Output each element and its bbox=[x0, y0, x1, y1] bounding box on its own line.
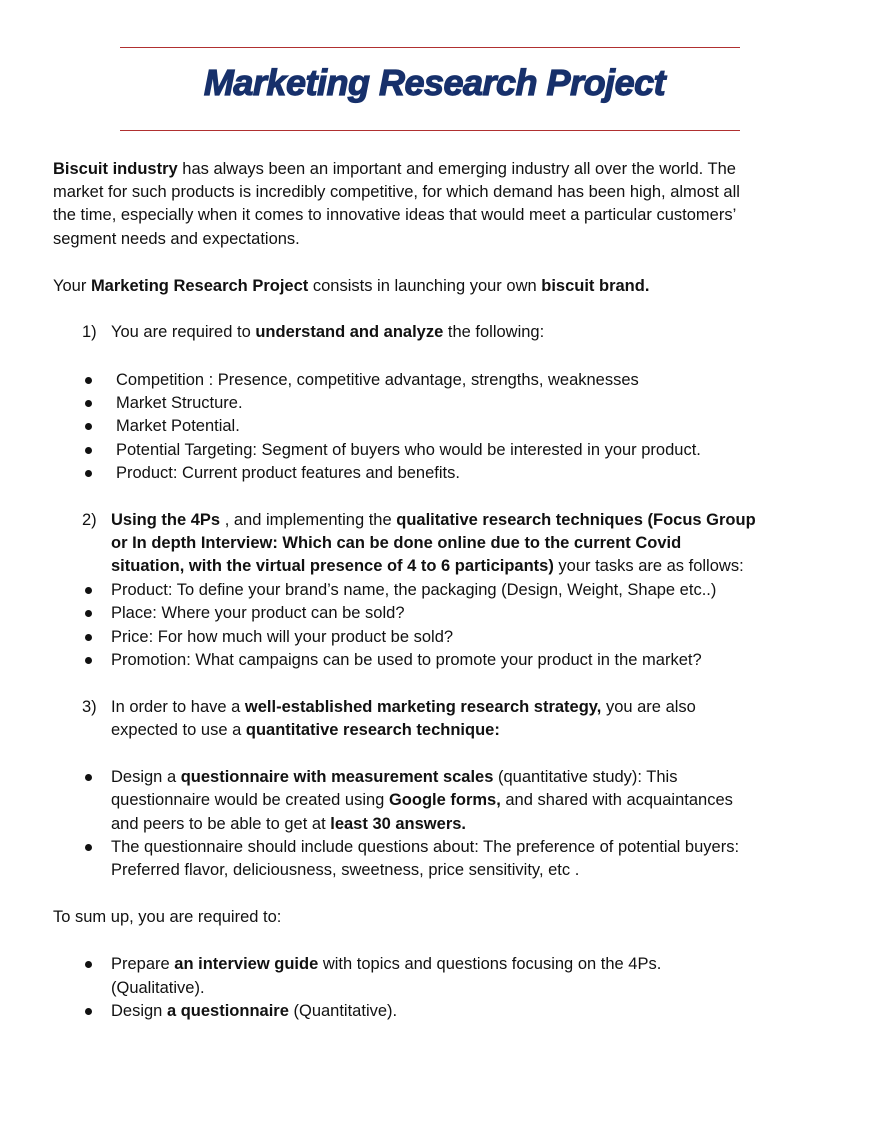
section-2-number: 2) bbox=[82, 511, 97, 529]
bullet-icon bbox=[85, 610, 92, 617]
summary-bullet-1-line-2: (Qualitative). bbox=[111, 979, 205, 997]
bullet-icon bbox=[85, 1008, 92, 1015]
s1-bullet-3: Market Potential. bbox=[116, 417, 240, 435]
bullet-icon bbox=[85, 657, 92, 664]
section-2-line-3: situation, with the virtual presence of 4 to 6 participants) your tasks are as follows: bbox=[111, 557, 744, 575]
bullet-icon bbox=[85, 400, 92, 407]
section-3-number: 3) bbox=[82, 698, 97, 716]
bullet-icon bbox=[85, 634, 92, 641]
s1-bullet-4: Potential Targeting: Segment of buyers who would be interested in your product. bbox=[116, 441, 701, 459]
bullet-icon bbox=[85, 470, 92, 477]
title-bottom-rule bbox=[120, 130, 740, 131]
bullet-icon bbox=[85, 961, 92, 968]
summary-bullet-1-line-1: Prepare an interview guide with topics and questions focusing on the 4Ps. bbox=[111, 955, 662, 973]
bullet-icon bbox=[85, 774, 92, 781]
s3-bullet-2-line-1: The questionnaire should include questions about: The preference of potential buyers: bbox=[111, 838, 740, 856]
intro-line-1: Biscuit industry has always been an important and emerging industry all over the world. The bbox=[53, 160, 736, 178]
intro-line-3: the time, especially when it comes to innovative ideas that would meet a particular customers’ bbox=[53, 206, 737, 224]
s1-bullet-2: Market Structure. bbox=[116, 394, 243, 412]
project-line: Your Marketing Research Project consists in launching your own biscuit brand. bbox=[53, 277, 650, 295]
section-3-line-2: expected to use a quantitative research technique: bbox=[111, 721, 500, 739]
section-1-heading: You are required to understand and analyze the following: bbox=[111, 323, 545, 341]
s2-bullet-1: Product: To define your brand’s name, the packaging (Design, Weight, Shape etc..) bbox=[111, 581, 717, 599]
section-2-line-1: Using the 4Ps , and implementing the qualitative research techniques (Focus Group bbox=[111, 511, 756, 529]
s3-bullet-1-line-3: and peers to be able to get at least 30 answers. bbox=[111, 815, 467, 833]
intro-line-4: segment needs and expectations. bbox=[53, 230, 300, 248]
s3-bullet-1-line-1: Design a questionnaire with measurement scales (quantitative study): This bbox=[111, 768, 678, 786]
s1-bullet-1: Competition : Presence, competitive advantage, strengths, weaknesses bbox=[116, 371, 639, 389]
s3-bullet-1-line-2: questionnaire would be created using Google forms, and shared with acquaintances bbox=[111, 791, 733, 809]
section-2-line-2: or In depth Interview: Which can be done online due to the current Covid bbox=[111, 534, 682, 552]
bullet-icon bbox=[85, 377, 92, 384]
s3-bullet-2-line-2: Preferred flavor, deliciousness, sweetness, price sensitivity, etc . bbox=[111, 861, 580, 879]
title-top-rule bbox=[120, 47, 740, 48]
section-3-line-1: In order to have a well-established marketing research strategy, you are also bbox=[111, 698, 696, 716]
bullet-icon bbox=[85, 447, 92, 454]
bullet-icon bbox=[85, 844, 92, 851]
s2-bullet-3: Price: For how much will your product be sold? bbox=[111, 628, 454, 646]
s2-bullet-2: Place: Where your product can be sold? bbox=[111, 604, 405, 622]
summary-intro: To sum up, you are required to: bbox=[53, 908, 282, 926]
summary-bullet-2: Design a questionnaire (Quantitative). bbox=[111, 1002, 398, 1020]
bullet-icon bbox=[85, 423, 92, 430]
section-1-number: 1) bbox=[82, 323, 97, 341]
s1-bullet-5: Product: Current product features and benefits. bbox=[116, 464, 460, 482]
page-title: Marketing Research Project bbox=[203, 62, 666, 103]
intro-line-2: market for such products is incredibly competitive, for which demand has been high, almost all bbox=[53, 183, 740, 201]
bullet-icon bbox=[85, 587, 92, 594]
s2-bullet-4: Promotion: What campaigns can be used to promote your product in the market? bbox=[111, 651, 702, 669]
